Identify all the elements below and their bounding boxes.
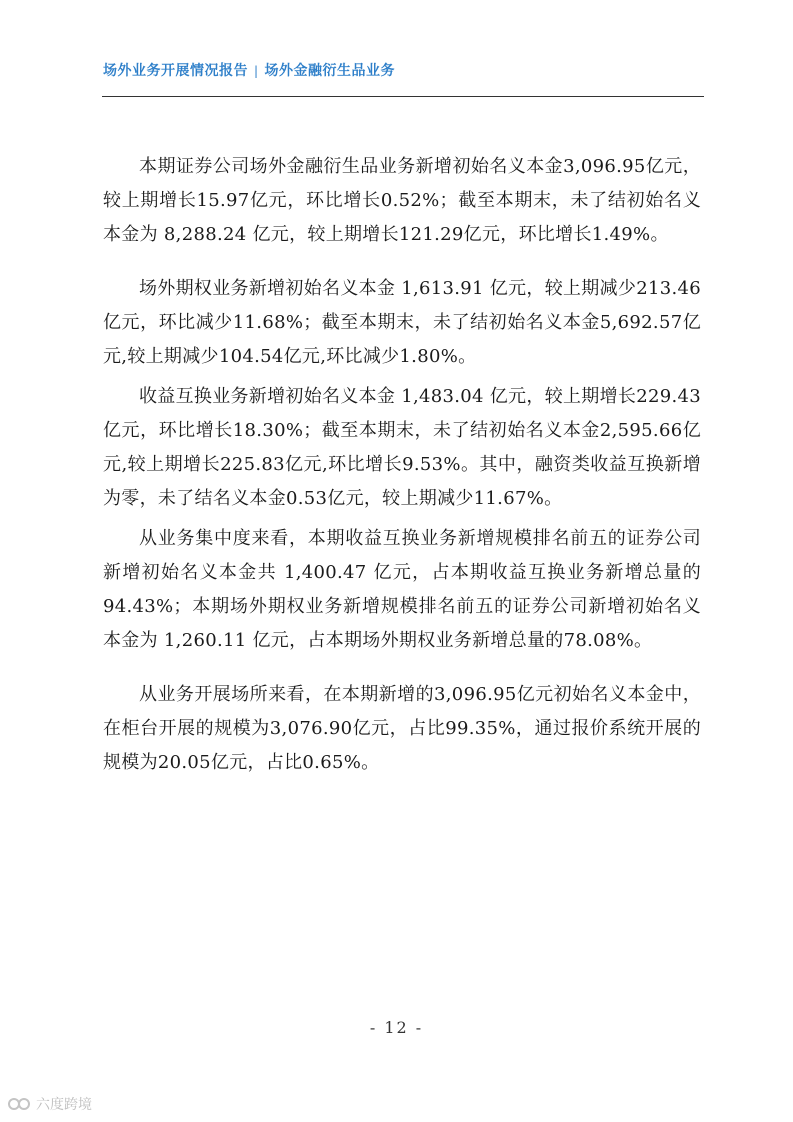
logo-icon [8,1095,32,1113]
header-rule [102,96,704,97]
paragraph-overview: 本期证券公司场外金融衍生品业务新增初始名义本金3,096.95亿元，较上期增长15.97亿元，环比增长0.52%；截至本期末，未了结初始名义本金为 8,288.24 亿元，较上期增长121.29亿元，环比增长1.49%。 [103,156,701,245]
body-content [103,150,701,780]
watermark [8,1094,92,1114]
paragraph-total-return-swaps: 收益互换业务新增初始名义本金 1,483.04 亿元，较上期增长229.43亿元，环比增长18.30%；截至本期末，未了结初始名义本金2,595.66亿元,较上期增长225.83亿元,环比增长9.53%。其中，融资类收益互换新增为零，未了结名义本金0.53亿元，较上期减少11.67%。 [103,386,701,509]
running-header [103,60,703,80]
page-number: - 12 - [369,1018,424,1037]
header-separator: | [254,64,259,78]
watermark-text: 六度跨境 [36,1097,92,1113]
paragraph-otc-options: 场外期权业务新增初始名义本金 1,613.91 亿元，较上期减少213.46亿元，环比减少11.68%；截至本期末，未了结初始名义本金5,692.57亿元,较上期减少104.54亿元,环比减少1.80%。 [103,278,701,367]
header-section-title: 场外金融衍生品业务 [264,63,396,79]
paragraph-concentration: 从业务集中度来看，本期收益互换业务新增规模排名前五的证券公司新增初始名义本金共 1,400.47 亿元，占本期收益互换业务新增总量的94.43%；本期场外期权业务新增规模排名前五的证券公司新增初始名义本金为 1,260.11 亿元，占本期场外期权业务新增总量的78.08%。 [103,528,701,651]
header-report-title: 场外业务开展情况报告 [103,63,248,79]
paragraph-venue: 从业务开展场所来看，在本期新增的3,096.95亿元初始名义本金中，在柜台开展的规模为3,076.90亿元，占比99.35%，通过报价系统开展的规模为20.05亿元，占比0.65%。 [103,684,701,773]
